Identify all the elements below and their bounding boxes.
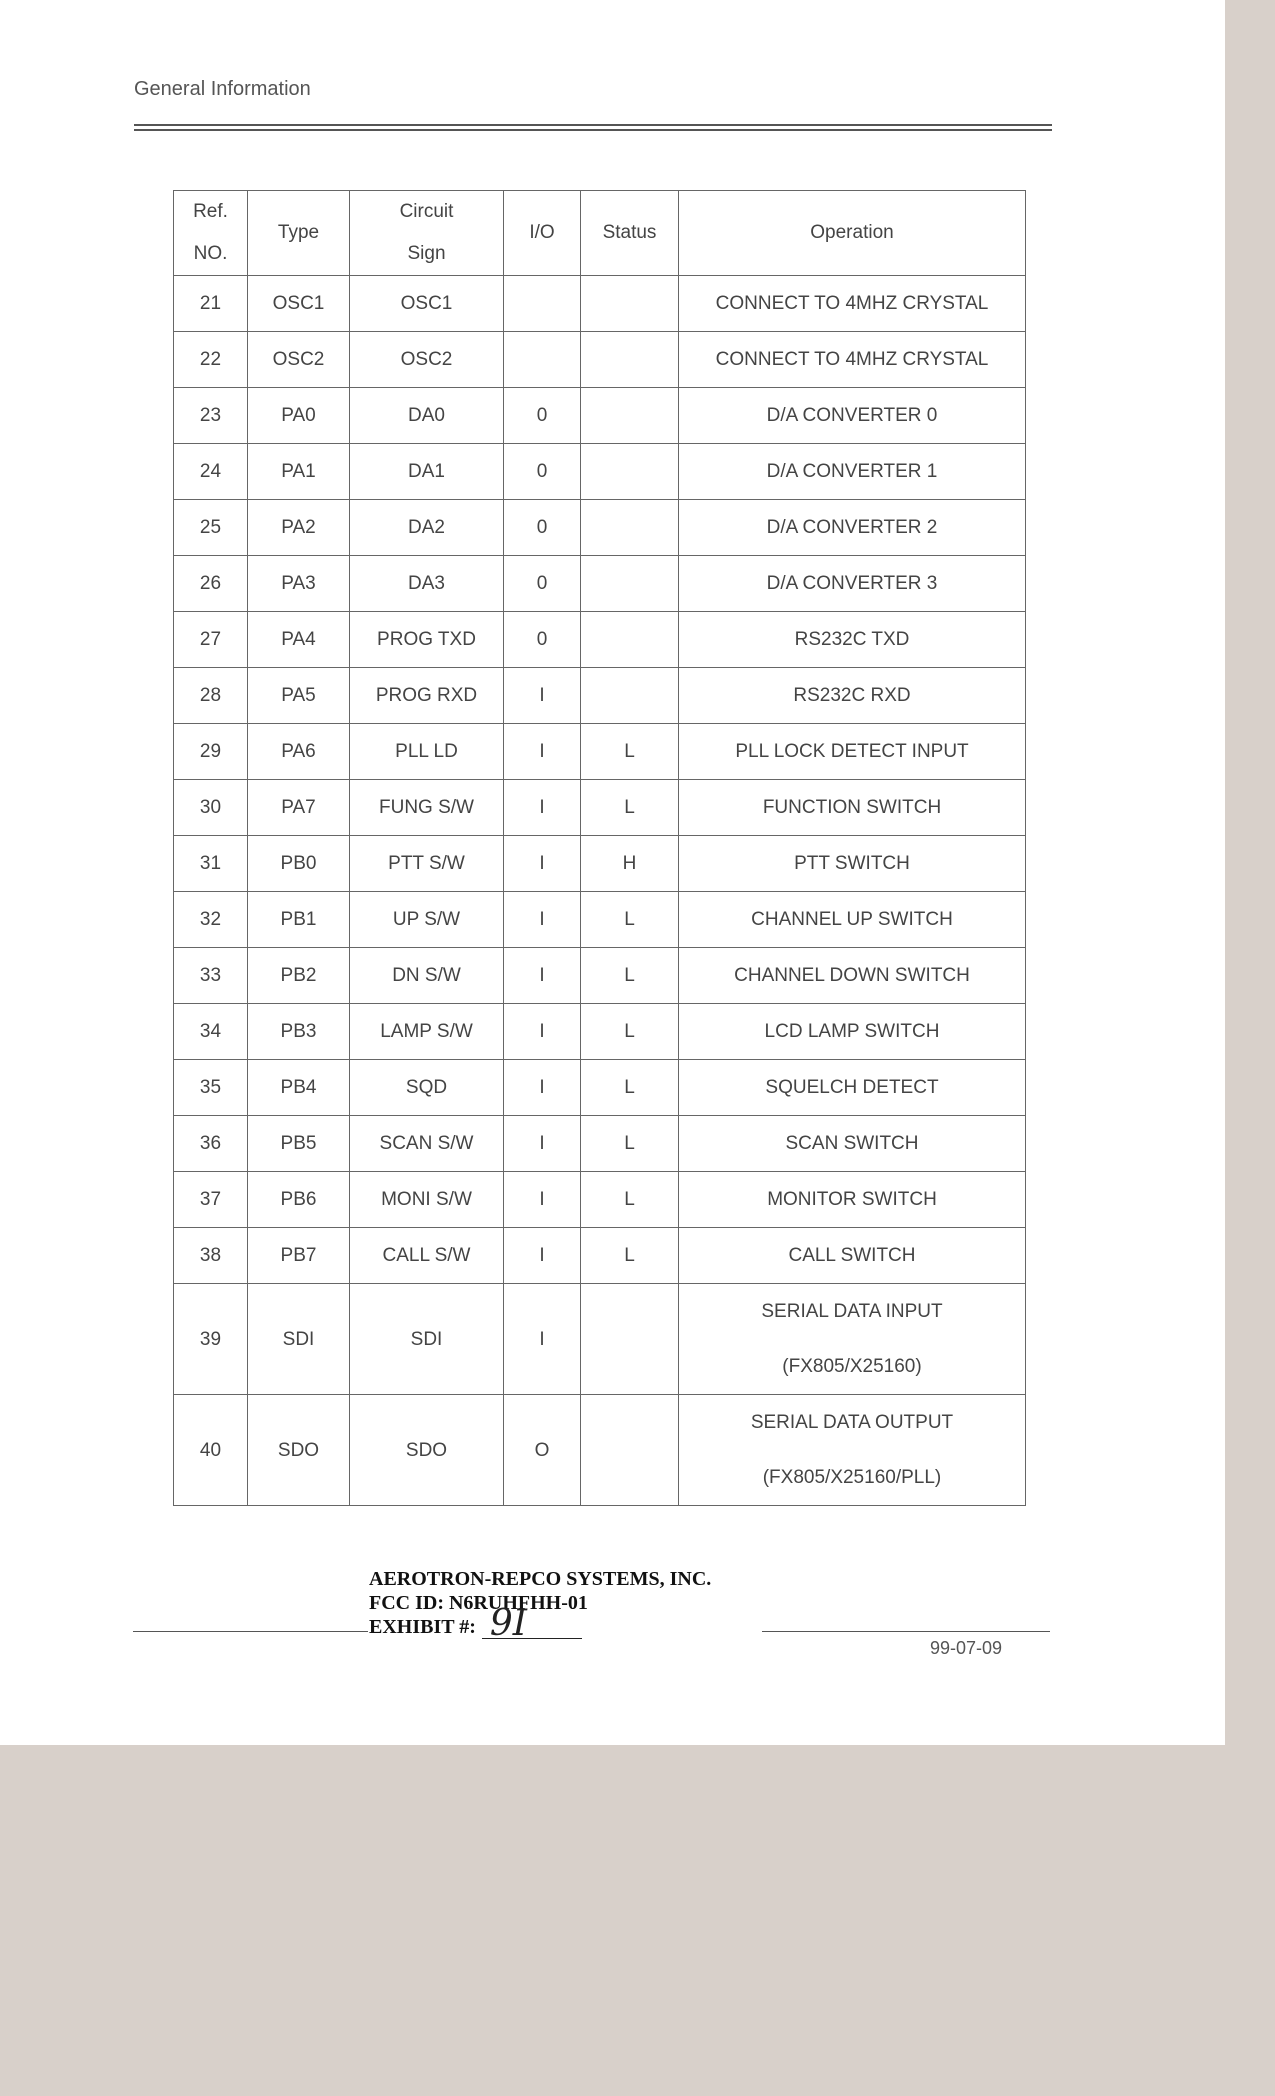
cell-ref: 33 xyxy=(174,948,248,1004)
cell-io: 0 xyxy=(504,388,581,444)
table-row xyxy=(174,1004,1026,1060)
footer-rule-left xyxy=(133,1631,368,1632)
cell-status xyxy=(581,332,679,388)
cell-operation: PLL LOCK DETECT INPUT xyxy=(679,724,1026,780)
cell-operation: FUNCTION SWITCH xyxy=(679,780,1026,836)
cell-operation: CALL SWITCH xyxy=(679,1228,1026,1284)
cell-io: I xyxy=(504,836,581,892)
header-status: Status xyxy=(581,191,679,276)
cell-sign: PTT S/W xyxy=(350,836,504,892)
cell-io: I xyxy=(504,892,581,948)
cell-io: 0 xyxy=(504,500,581,556)
cell-ref: 31 xyxy=(174,836,248,892)
cell-ref: 36 xyxy=(174,1116,248,1172)
cell-io: I xyxy=(504,1228,581,1284)
cell-status xyxy=(581,1395,679,1506)
cell-ref: 30 xyxy=(174,780,248,836)
cell-sign: FUNG S/W xyxy=(350,780,504,836)
exhibit-underline xyxy=(482,1603,582,1644)
cell-operation: SCAN SWITCH xyxy=(679,1116,1026,1172)
table-row xyxy=(174,388,1026,444)
cell-status: L xyxy=(581,1116,679,1172)
cell-ref: 40 xyxy=(174,1395,248,1506)
table-row xyxy=(174,1395,1026,1506)
cell-ref: 32 xyxy=(174,892,248,948)
cell-sign: SDO xyxy=(350,1395,504,1506)
header-ref xyxy=(174,191,248,276)
cell-operation-line1: SERIAL DATA INPUT xyxy=(761,1301,943,1322)
pin-table xyxy=(173,190,1026,1506)
cell-type: PA7 xyxy=(248,780,350,836)
cell-operation: PTT SWITCH xyxy=(679,836,1026,892)
cell-status xyxy=(581,500,679,556)
cell-operation-line2: (FX805/X25160) xyxy=(782,1356,922,1377)
header-io: I/O xyxy=(504,191,581,276)
cell-type: PA5 xyxy=(248,668,350,724)
cell-io: I xyxy=(504,780,581,836)
cell-io: I xyxy=(504,668,581,724)
cell-status: L xyxy=(581,780,679,836)
cell-operation: CONNECT TO 4MHZ CRYSTAL xyxy=(679,332,1026,388)
table-row xyxy=(174,668,1026,724)
cell-type: SDO xyxy=(248,1395,350,1506)
cell-status xyxy=(581,556,679,612)
table-row xyxy=(174,948,1026,1004)
cell-ref: 21 xyxy=(174,276,248,332)
cell-operation-line1: SERIAL DATA OUTPUT xyxy=(750,1412,954,1433)
cell-sign: CALL S/W xyxy=(350,1228,504,1284)
table-row xyxy=(174,836,1026,892)
footer-rule-right xyxy=(762,1631,1050,1632)
cell-status xyxy=(581,388,679,444)
cell-io: I xyxy=(504,724,581,780)
cell-operation: SQUELCH DETECT xyxy=(679,1060,1026,1116)
table-row xyxy=(174,724,1026,780)
cell-io: 0 xyxy=(504,556,581,612)
cell-io: 0 xyxy=(504,612,581,668)
cell-io: O xyxy=(504,1395,581,1506)
cell-type: PB4 xyxy=(248,1060,350,1116)
cell-status: L xyxy=(581,1004,679,1060)
table-row xyxy=(174,500,1026,556)
cell-sign: SDI xyxy=(350,1284,504,1395)
cell-type: PB5 xyxy=(248,1116,350,1172)
header-title: General Information xyxy=(134,78,311,100)
cell-sign: DN S/W xyxy=(350,948,504,1004)
table-row xyxy=(174,1284,1026,1395)
cell-sign: DA0 xyxy=(350,388,504,444)
cell-type: PB6 xyxy=(248,1172,350,1228)
exhibit-label: EXHIBIT #: xyxy=(369,1616,476,1638)
cell-status: L xyxy=(581,948,679,1004)
cell-type: PB3 xyxy=(248,1004,350,1060)
cell-sign: DA2 xyxy=(350,500,504,556)
cell-status: L xyxy=(581,1060,679,1116)
cell-type: PA0 xyxy=(248,388,350,444)
cell-status xyxy=(581,444,679,500)
cell-sign: MONI S/W xyxy=(350,1172,504,1228)
cell-io: I xyxy=(504,948,581,1004)
exhibit-handwritten-value: 9I xyxy=(489,1603,528,1644)
cell-sign: DA3 xyxy=(350,556,504,612)
table-row xyxy=(174,1172,1026,1228)
header-operation: Operation xyxy=(679,191,1026,276)
cell-ref: 39 xyxy=(174,1284,248,1395)
cell-type: PA2 xyxy=(248,500,350,556)
cell-io: I xyxy=(504,1172,581,1228)
cell-status: L xyxy=(581,1228,679,1284)
cell-io: I xyxy=(504,1284,581,1395)
cell-status xyxy=(581,1284,679,1395)
cell-ref: 24 xyxy=(174,444,248,500)
table-row xyxy=(174,1116,1026,1172)
header-circuit-line2: Sign xyxy=(407,243,446,264)
cell-type: PA4 xyxy=(248,612,350,668)
cell-operation: D/A CONVERTER 3 xyxy=(679,556,1026,612)
header-circuit-sign xyxy=(350,191,504,276)
cell-io: I xyxy=(504,1060,581,1116)
header-ref-line1: Ref. xyxy=(193,201,228,222)
cell-status xyxy=(581,612,679,668)
cell-operation: LCD LAMP SWITCH xyxy=(679,1004,1026,1060)
cell-status: L xyxy=(581,1172,679,1228)
table-row xyxy=(174,612,1026,668)
table-row xyxy=(174,556,1026,612)
cell-status: L xyxy=(581,892,679,948)
cell-sign: DA1 xyxy=(350,444,504,500)
header-rule xyxy=(134,124,1052,131)
cell-type: OSC1 xyxy=(248,276,350,332)
cell-type: PA1 xyxy=(248,444,350,500)
cell-sign: PROG TXD xyxy=(350,612,504,668)
cell-type: PB0 xyxy=(248,836,350,892)
cell-ref: 26 xyxy=(174,556,248,612)
cell-ref: 38 xyxy=(174,1228,248,1284)
cell-operation: D/A CONVERTER 2 xyxy=(679,500,1026,556)
cell-operation xyxy=(679,1395,1026,1506)
cell-io xyxy=(504,332,581,388)
header-circuit-line1: Circuit xyxy=(399,201,454,222)
cell-type: PB2 xyxy=(248,948,350,1004)
cell-sign: SQD xyxy=(350,1060,504,1116)
table-row xyxy=(174,892,1026,948)
cell-sign: PLL LD xyxy=(350,724,504,780)
cell-ref: 29 xyxy=(174,724,248,780)
cell-ref: 37 xyxy=(174,1172,248,1228)
header-ref-line2: NO. xyxy=(193,243,228,264)
cell-status xyxy=(581,276,679,332)
cell-sign: OSC2 xyxy=(350,332,504,388)
cell-sign: OSC1 xyxy=(350,276,504,332)
cell-operation: CONNECT TO 4MHZ CRYSTAL xyxy=(679,276,1026,332)
fcc-id: FCC ID: N6RUHFHH-01 xyxy=(369,1592,588,1614)
cell-sign: SCAN S/W xyxy=(350,1116,504,1172)
cell-operation xyxy=(679,1284,1026,1395)
cell-operation: D/A CONVERTER 1 xyxy=(679,444,1026,500)
cell-status xyxy=(581,668,679,724)
cell-type: PA3 xyxy=(248,556,350,612)
cell-operation: CHANNEL DOWN SWITCH xyxy=(679,948,1026,1004)
footer-date: 99-07-09 xyxy=(930,1638,1003,1658)
table-row xyxy=(174,780,1026,836)
cell-ref: 35 xyxy=(174,1060,248,1116)
table-row xyxy=(174,332,1026,388)
cell-operation: RS232C TXD xyxy=(679,612,1026,668)
cell-type: SDI xyxy=(248,1284,350,1395)
table-row xyxy=(174,1060,1026,1116)
table-header-row xyxy=(174,191,1026,276)
cell-ref: 27 xyxy=(174,612,248,668)
header-type: Type xyxy=(248,191,350,276)
cell-type: PB1 xyxy=(248,892,350,948)
cell-io: I xyxy=(504,1116,581,1172)
cell-ref: 34 xyxy=(174,1004,248,1060)
cell-io xyxy=(504,276,581,332)
cell-ref: 23 xyxy=(174,388,248,444)
footer-company-block xyxy=(369,1567,712,1644)
company-name: AEROTRON-REPCO SYSTEMS, INC. xyxy=(369,1568,712,1590)
cell-operation-line2: (FX805/X25160/PLL) xyxy=(762,1467,942,1488)
cell-operation: RS232C RXD xyxy=(679,668,1026,724)
cell-ref: 25 xyxy=(174,500,248,556)
cell-type: PA6 xyxy=(248,724,350,780)
cell-sign: UP S/W xyxy=(350,892,504,948)
cell-operation: CHANNEL UP SWITCH xyxy=(679,892,1026,948)
table-row xyxy=(174,444,1026,500)
cell-ref: 28 xyxy=(174,668,248,724)
cell-sign: PROG RXD xyxy=(350,668,504,724)
cell-io: I xyxy=(504,1004,581,1060)
cell-ref: 22 xyxy=(174,332,248,388)
cell-type: PB7 xyxy=(248,1228,350,1284)
cell-operation: D/A CONVERTER 0 xyxy=(679,388,1026,444)
cell-status: H xyxy=(581,836,679,892)
cell-status: L xyxy=(581,724,679,780)
cell-type: OSC2 xyxy=(248,332,350,388)
table-row xyxy=(174,1228,1026,1284)
table-row xyxy=(174,276,1026,332)
cell-operation: MONITOR SWITCH xyxy=(679,1172,1026,1228)
cell-io: 0 xyxy=(504,444,581,500)
cell-sign: LAMP S/W xyxy=(350,1004,504,1060)
